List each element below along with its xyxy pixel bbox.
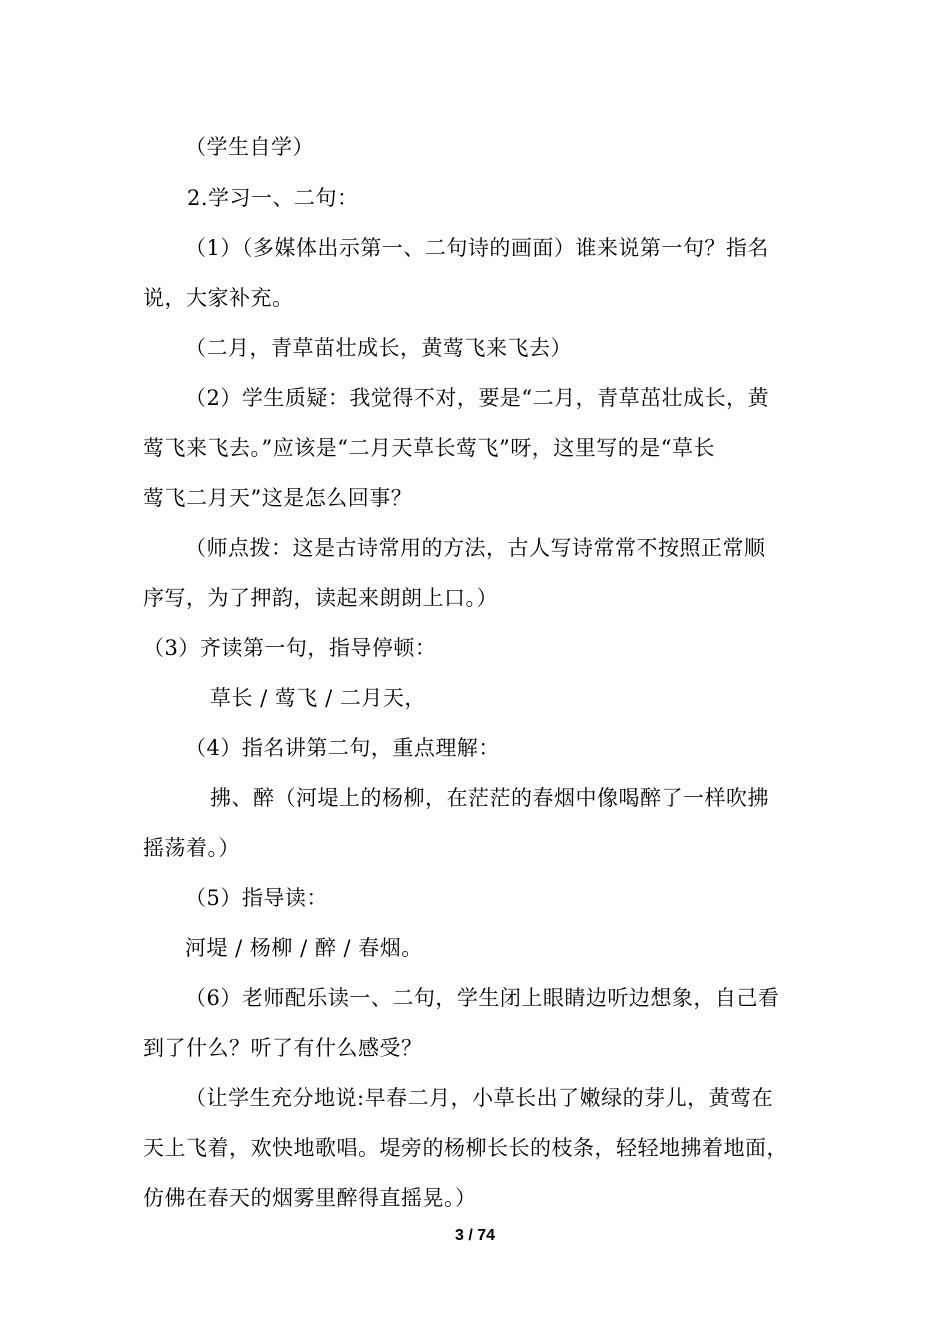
- paragraph-line: 河堤 / 杨柳 / 醉 / 春烟。: [185, 936, 423, 960]
- paragraph-line: （5）指导读：: [185, 886, 328, 910]
- paragraph-line: 摇荡着。）: [143, 836, 240, 860]
- paragraph-line: 说，大家补充。: [143, 286, 294, 310]
- paragraph-line: 仿佛在春天的烟雾里醉得直摇晃。）: [143, 1186, 477, 1210]
- paragraph-line: 序写，为了押韵，读起来朗朗上口。）: [143, 586, 498, 610]
- paragraph-line: 莺飞来飞去。”应该是“二月天草长莺飞”呀，这里写的是“草长: [143, 436, 715, 460]
- paragraph-line: （6）老师配乐读一、二句，学生闭上眼睛边听边想象，自己看: [185, 986, 780, 1010]
- paragraph-line: 拂、醉（河堤上的杨柳，在茫茫的春烟中像喝醉了一样吹拂: [210, 786, 769, 810]
- paragraph-line: （3）齐读第一句，指导停顿：: [143, 636, 437, 660]
- paragraph-line: （二月，青草苗壮成长，黄莺飞来飞去）: [185, 336, 572, 360]
- paragraph-line: （师点拨：这是古诗常用的方法，古人写诗常常不按照正常顺: [185, 536, 766, 560]
- paragraph-line: （让学生充分地说:早春二月，小草长出了嫩绿的芽儿，黄莺在: [185, 1086, 774, 1110]
- paragraph-line: 到了什么？听了有什么感受？: [143, 1036, 423, 1060]
- paragraph-line: （2）学生质疑：我觉得不对，要是“二月，青草茁壮成长，黄: [185, 386, 770, 410]
- paragraph-line: 天上飞着，欢快地歌唱。堤旁的杨柳长长的枝条，轻轻地拂着地面，: [143, 1136, 788, 1160]
- paragraph-line: 莺飞二月天”这是怎么回事？: [143, 486, 413, 510]
- paragraph-line: （4）指名讲第二句，重点理解：: [185, 736, 500, 760]
- paragraph-line: （学生自学）: [185, 135, 314, 159]
- paragraph-line: 草长 / 莺飞 / 二月天，: [210, 686, 426, 710]
- page-number: 3 / 74: [454, 1227, 496, 1244]
- paragraph-line: 2.学习一、二句：: [187, 186, 359, 210]
- paragraph-line: （1）（多媒体出示第一、二句诗的画面）谁来说第一句？指名: [185, 236, 769, 260]
